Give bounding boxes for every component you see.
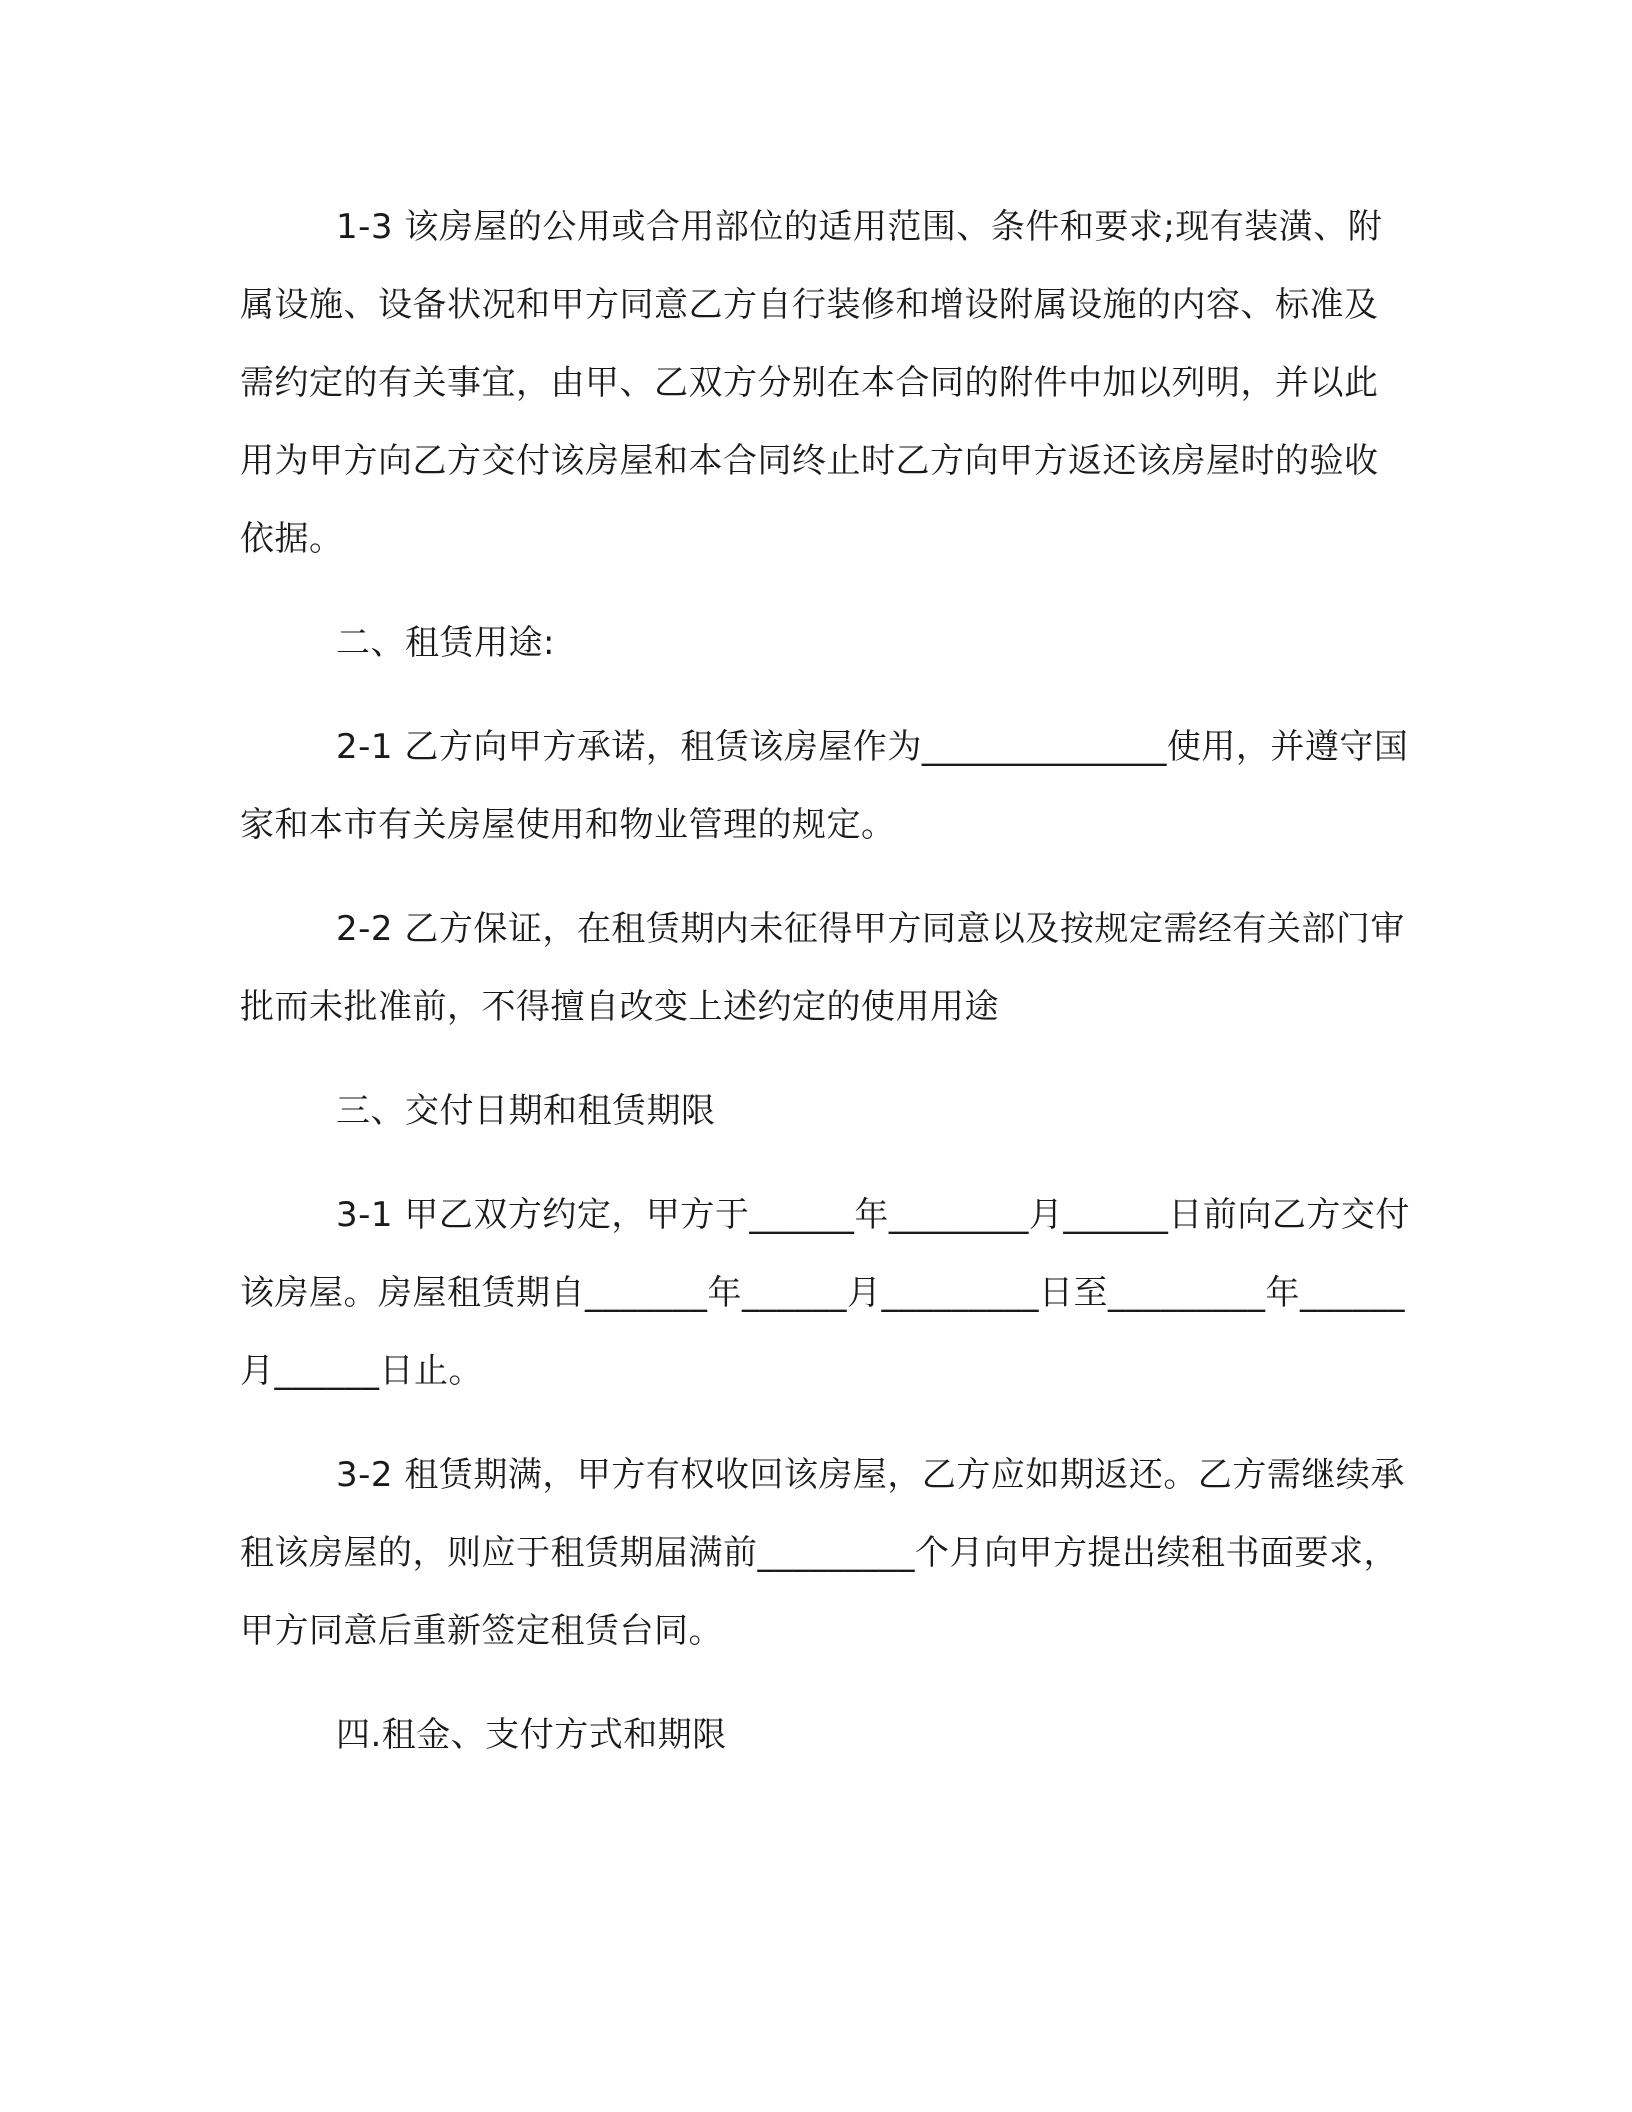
clause-3-1: 3-1 甲乙双方约定，甲方于______年________月______日前向乙方交付该房屋。房屋租赁期自_______年______月_________日至_________年______月______日止。 xyxy=(240,1195,1410,1391)
clause-2-1: 2-1 乙方向甲方承诺，租赁该房屋作为______________使用，并遵守国家和本市有关房屋使用和物业管理的规定。 xyxy=(240,727,1409,845)
clause-2-2: 2-2 乙方保证，在租赁期内未征得甲方同意以及按规定需经有关部门审批而未批准前，不得擅自改变上述约定的使用用途 xyxy=(240,909,1405,1027)
document-body xyxy=(240,188,1410,1774)
section-heading-3: 三、交付日期和租赁期限 xyxy=(336,1091,716,1131)
clause-1-3: 1-3 该房屋的公用或合用部位的适用范围、条件和要求;现有装潢、附属设施、设备状况和甲方同意乙方自行装修和增设附属设施的内容、标准及需约定的有关事宜，由甲、乙双方分别在本合同的附件中加以列明，并以此用为甲方向乙方交付该房屋和本合同终止时乙方向甲方返还该房屋时的验收依据。 xyxy=(240,207,1383,559)
section-heading-2: 二、租赁用途: xyxy=(336,623,555,663)
section-heading-4: 四.租金、支付方式和期限 xyxy=(336,1715,727,1755)
clause-3-2: 3-2 租赁期满，甲方有权收回该房屋，乙方应如期返还。乙方需继续承租该房屋的，则应于租赁期届满前_________个月向甲方提出续租书面要求，甲方同意后重新签定租赁台同。 xyxy=(240,1455,1405,1651)
